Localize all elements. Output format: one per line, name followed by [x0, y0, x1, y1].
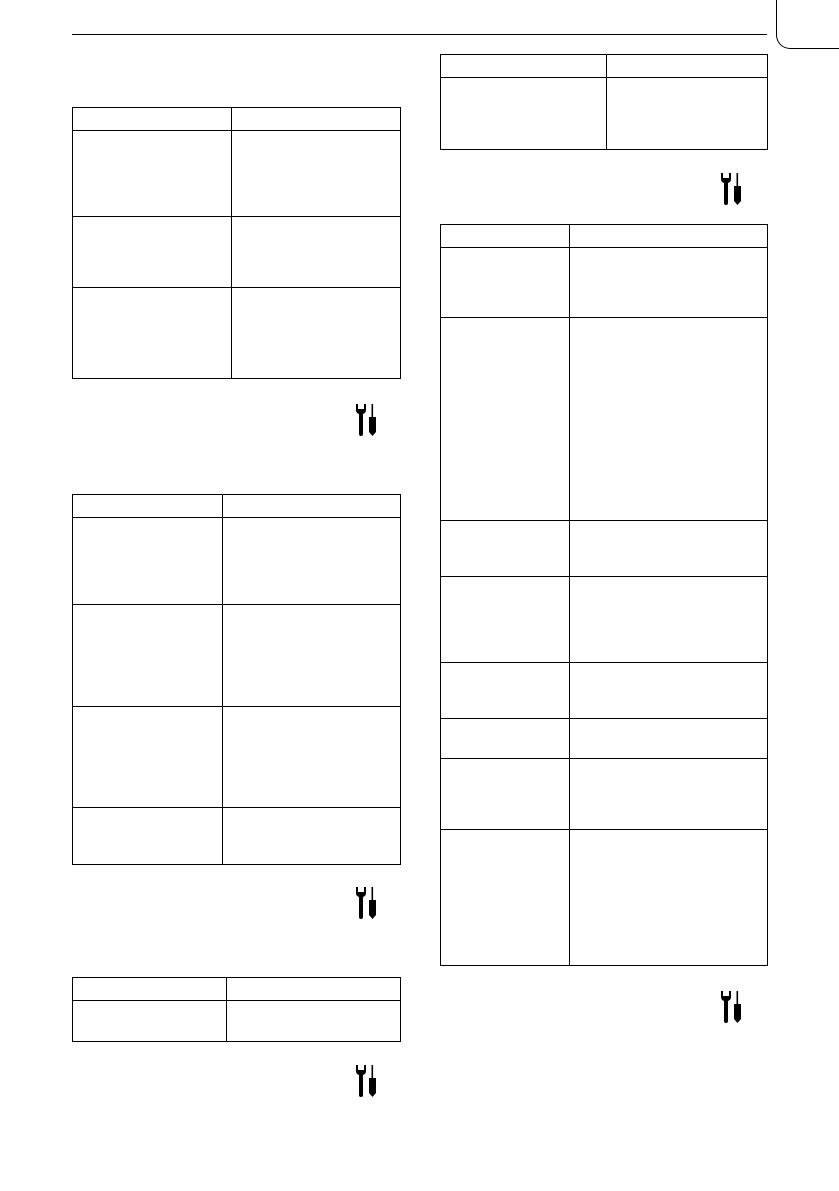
table-cell [607, 78, 768, 150]
header-rule [72, 34, 767, 35]
table-1 [72, 107, 401, 379]
table-cell [441, 577, 570, 663]
table-cell [223, 518, 401, 605]
table-cell [73, 605, 223, 707]
tools-icon [354, 1064, 382, 1098]
table-cell [570, 318, 768, 521]
table-cell [223, 808, 401, 865]
table-cell [441, 719, 570, 759]
table-cell [570, 719, 768, 759]
table-row [73, 217, 401, 288]
table-cell [441, 521, 570, 577]
table-cell [570, 577, 768, 663]
table-row [441, 759, 768, 830]
table-4 [440, 54, 768, 150]
table-cell [570, 759, 768, 830]
table-cell [441, 663, 570, 719]
table-cell [232, 288, 401, 379]
table-cell [441, 759, 570, 830]
table-3 [72, 977, 401, 1042]
table-cell [570, 830, 768, 966]
table-row [73, 605, 401, 707]
table-cell [441, 830, 570, 966]
table-header-row [441, 225, 768, 248]
table-cell [73, 808, 223, 865]
table-cell [73, 131, 232, 217]
table-row [73, 808, 401, 865]
table-cell [73, 518, 223, 605]
table-5 [440, 224, 768, 966]
table-2 [72, 494, 401, 865]
table-cell [223, 605, 401, 707]
table-cell [441, 318, 570, 521]
table-cell [441, 78, 607, 150]
table-cell [73, 217, 232, 288]
table-cell [570, 521, 768, 577]
table-header-row [73, 108, 401, 131]
table-cell [232, 131, 401, 217]
table-header-row [73, 978, 401, 1001]
tools-icon [354, 886, 382, 920]
table-cell [570, 663, 768, 719]
tools-icon [719, 990, 747, 1024]
table-row [441, 248, 768, 318]
table-row [73, 707, 401, 808]
table-cell [441, 248, 570, 318]
table-cell [227, 1001, 401, 1042]
table-cell [232, 217, 401, 288]
table-row [73, 518, 401, 605]
table-row [441, 318, 768, 521]
table-row [73, 131, 401, 217]
table-row [441, 830, 768, 966]
table-cell [73, 1001, 227, 1042]
table-header-cell [232, 108, 401, 131]
table-cell [570, 248, 768, 318]
table-cell [73, 288, 232, 379]
table-header-cell [570, 225, 768, 248]
table-header-cell [73, 495, 223, 518]
table-header-cell [441, 55, 607, 78]
table-row [441, 719, 768, 759]
table-header-cell [223, 495, 401, 518]
table-row [73, 288, 401, 379]
table-header-cell [73, 108, 232, 131]
table-header-cell [441, 225, 570, 248]
table-row [441, 663, 768, 719]
tools-icon [354, 403, 382, 437]
table-header-row [441, 55, 768, 78]
table-cell [73, 707, 223, 808]
page-tab-marker [776, 0, 839, 49]
table-row [441, 521, 768, 577]
table-header-cell [73, 978, 227, 1001]
table-row [73, 1001, 401, 1042]
tools-icon [719, 172, 747, 206]
table-header-row [73, 495, 401, 518]
table-header-cell [227, 978, 401, 1001]
table-header-cell [607, 55, 768, 78]
table-cell [223, 707, 401, 808]
table-row [441, 78, 768, 150]
table-row [441, 577, 768, 663]
